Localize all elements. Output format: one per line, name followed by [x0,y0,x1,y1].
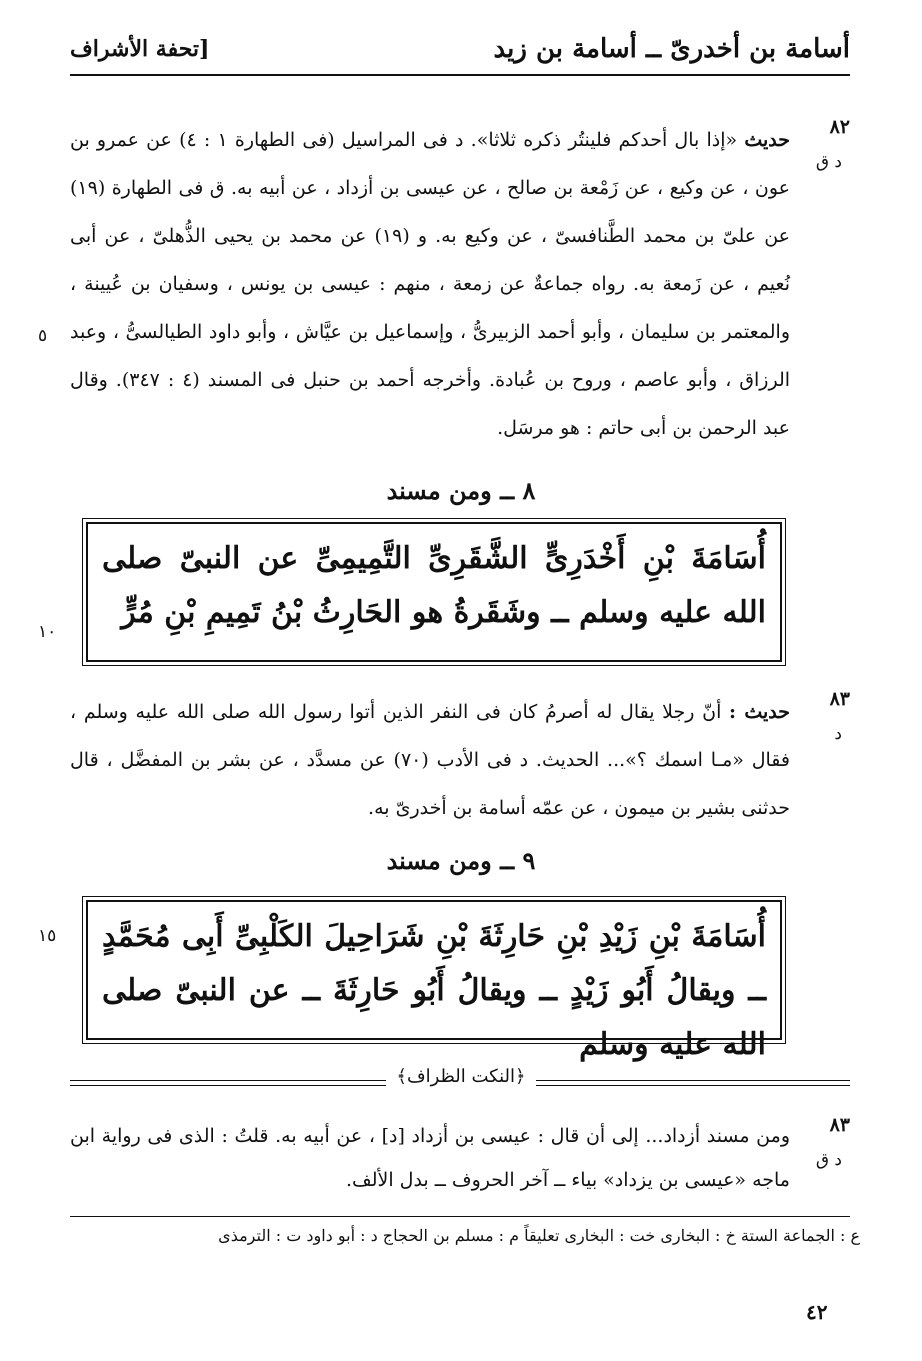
notes-title-text: ﴿النكت الظراف﴾ [386,1066,535,1087]
line-number-5: ٥ [38,326,48,346]
section-9-heading: ٩ ــ ومن مسند [386,846,536,875]
notes-entry-siglum: د ق [815,1150,842,1170]
entry-number: ٨٢ [829,116,850,138]
entry-82 [70,116,850,456]
section-8-heading: ٨ ــ ومن مسند [386,476,536,505]
entry-83 [70,688,850,838]
entry-text [70,688,790,832]
header-title: أسامة بن أخدرىّ ــ أسامة بن زيد [493,34,850,64]
entry-number: ٨٣ [829,688,850,710]
abbreviations-key: ع : الجماعة الستة خ : البخارى خت : البخارى تعليقاً م : مسلم بن الحجاج د : أبو داود ت : الترمذى [218,1226,860,1245]
line-number-10: ١٠ [38,622,57,642]
notes-entry-number: ٨٣ [829,1114,850,1136]
notes-entry-text: ومن مسند أزداد... إلى أن قال : عيسى بن أزداد [د] ، عن أبيه به. قلتُ : الذى فى رواية ابن ماجه «عيسى بن يزداد» بياء ــ آخر الحروف ــ بدل الألف. [70,1125,790,1191]
line-number-15: ١٥ [38,926,57,946]
notes-title [0,1066,922,1087]
footer-rule [70,1216,850,1217]
entry-text [70,116,790,452]
entry-siglum: د [834,724,842,744]
entry-body: أنّ رجلا يقال له أصرمُ كان فى النفر الذين أتوا رسول الله صلى الله عليه وسلم ، فقال «مـا اسمك ؟»... الحديث. د فى الأدب (٧٠) عن مسدَّد ، عن بشر بن المفضَّل ، قال حدثنى بشير بن ميمون ، عن عمّه أسامة بن أخدرىّ به. [70,701,790,819]
entry-body: «إذا بال أحدكم فلينتُر ذكره ثلاثا». د فى المراسيل (فى الطهارة ١ : ٤) عن عمرو بن عون ، عن وكيع ، عن زَمْعة بن صالح ، عن عيسى بن أزداد ، عن أبيه به. ق فى الطهارة (١٩) عن علىّ بن محمد الطَّنافسىّ ، عن وكيع به. و (١٩) عن محمد بن يحيى الذُّهلىّ ، عن أبى نُعيم ، عن زَمعة به. رواه جماعةٌ عن زمعة ، منهم : عيسى بن يونس ، وسفيان بن عُيينة ، والمعتمر بن سليمان ، وأبو أحمد الزبيرىُّ ، وإسماعيل بن عيَّاش ، وأبو داود الطيالسىُّ ، وعبد الرزاق ، وأبو عاصم ، وروح بن عُبادة. وأخرجه أحمد بن حنبل فى المسند (٤ : ٣٤٧). وقال عبد الرحمن بن أبى حاتم : هو مرسَل. [70,129,791,439]
page-number: ٤٢ [806,1300,828,1324]
header-book-title: [تحفة الأشراف [70,36,210,62]
section-8-box: أُسَامَةَ بْنِ أَخْدَرِىٍّ الشَّقَرِىِّ التَّمِيمِىِّ عن النبىّ صلى الله عليه وسلم ــ وشَقَرةُ هو الحَارِثُ بْنُ تَمِيمِ بْنِ مُرٍّ [86,522,782,662]
section-9-box: أُسَامَةَ بْنِ زَيْدِ بْنِ حَارِثَةَ بْنِ شَرَاحِيلَ الكَلْبِىِّ أَبِى مُحَمَّدٍ ــ ويقالُ أَبُو زَيْدٍ ــ ويقالُ أَبُو حَارِثَةَ ــ عن النبىّ صلى الله عليه وسلم [86,900,782,1040]
entry-siglum: د ق [815,152,842,172]
running-header [70,28,850,68]
entry-keyword: حديث : [729,701,790,723]
entry-keyword: حديث [744,129,790,151]
header-rule [70,74,850,76]
notes-entry-83 [70,1114,850,1214]
